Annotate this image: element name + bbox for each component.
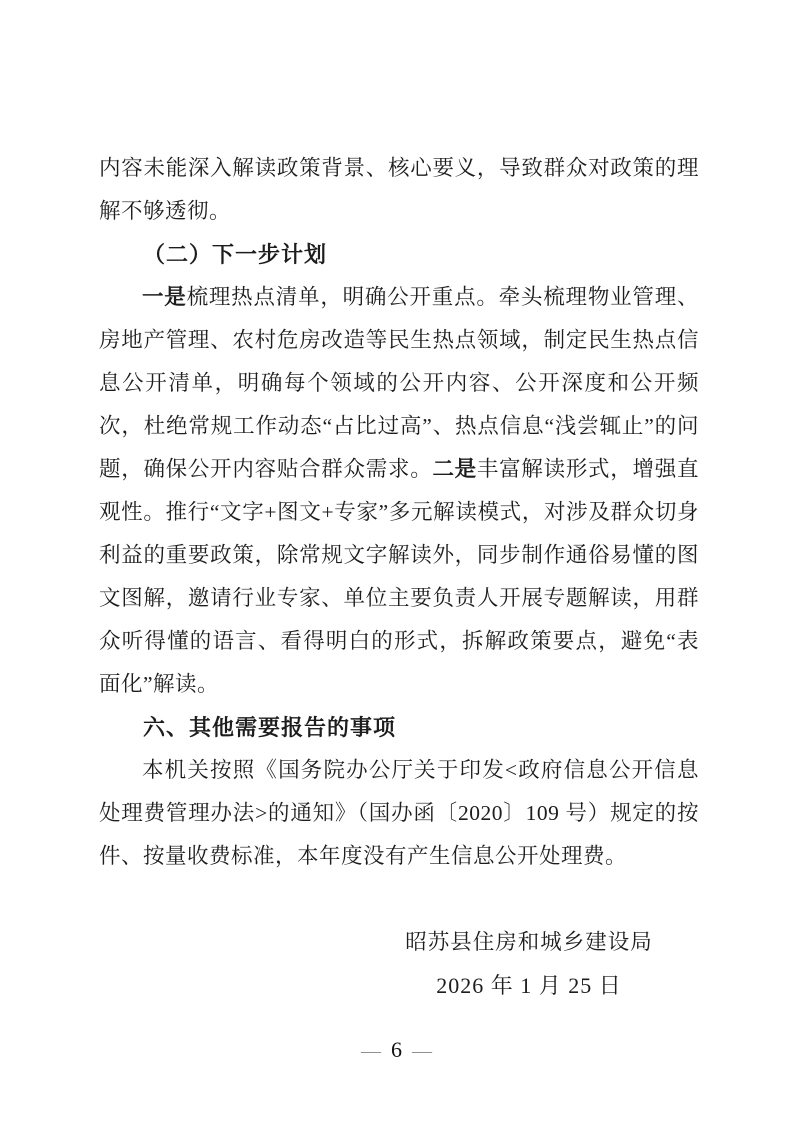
plan-second-text: 丰富解读形式，增强直观性。推行“文字+图文+专家”多元解读模式，对涉及群众切身利益的重要政策，除常规文字解读外，同步制作通俗易懂的图文图解，邀请行业专家、单位主要负责人开展专题解读，用群众听得懂的语言、看得明白的形式，拆解政策要点，避免“表面化”解读。 bbox=[99, 457, 699, 696]
signature-block bbox=[359, 921, 699, 1007]
signature-organization: 昭苏县住房和城乡建设局 bbox=[405, 930, 653, 954]
paragraph-next-step-plans bbox=[99, 276, 699, 706]
footer-dash-right: — bbox=[412, 1040, 432, 1062]
signature-date: 2026 年 1 月 25 日 bbox=[436, 973, 622, 998]
footer-dash-left: — bbox=[361, 1040, 381, 1062]
page-footer bbox=[0, 1035, 793, 1066]
bold-lead-second: 二是 bbox=[432, 457, 477, 481]
bold-lead-first: 一是 bbox=[142, 285, 187, 309]
document-body bbox=[99, 147, 699, 1007]
heading-next-step-plan: （二）下一步计划 bbox=[143, 242, 328, 267]
plan-first-text: 梳理热点清单，明确公开重点。牵头梳理物业管理、房地产管理、农村危房改造等民生热点领域，制定民生热点信息公开清单，明确每个领域的公开内容、公开深度和公开频次，杜绝常规工作动态“占比过高”、热点信息“浅尝辄止”的问题，确保公开内容贴合群众需求。 bbox=[99, 285, 699, 481]
paragraph-policy-understanding: 内容未能深入解读政策背景、核心要义，导致群众对政策的理解不够透彻。 bbox=[99, 156, 699, 223]
heading-other-matters: 六、其他需要报告的事项 bbox=[143, 715, 397, 740]
paragraph-processing-fees: 本机关按照《国务院办公厅关于印发<政府信息公开信息处理费管理办法>的通知》（国办函〔2020〕109 号）规定的按件、按量收费标准，本年度没有产生信息公开处理费。 bbox=[99, 758, 699, 868]
footer-page-number: 6 bbox=[391, 1037, 402, 1062]
